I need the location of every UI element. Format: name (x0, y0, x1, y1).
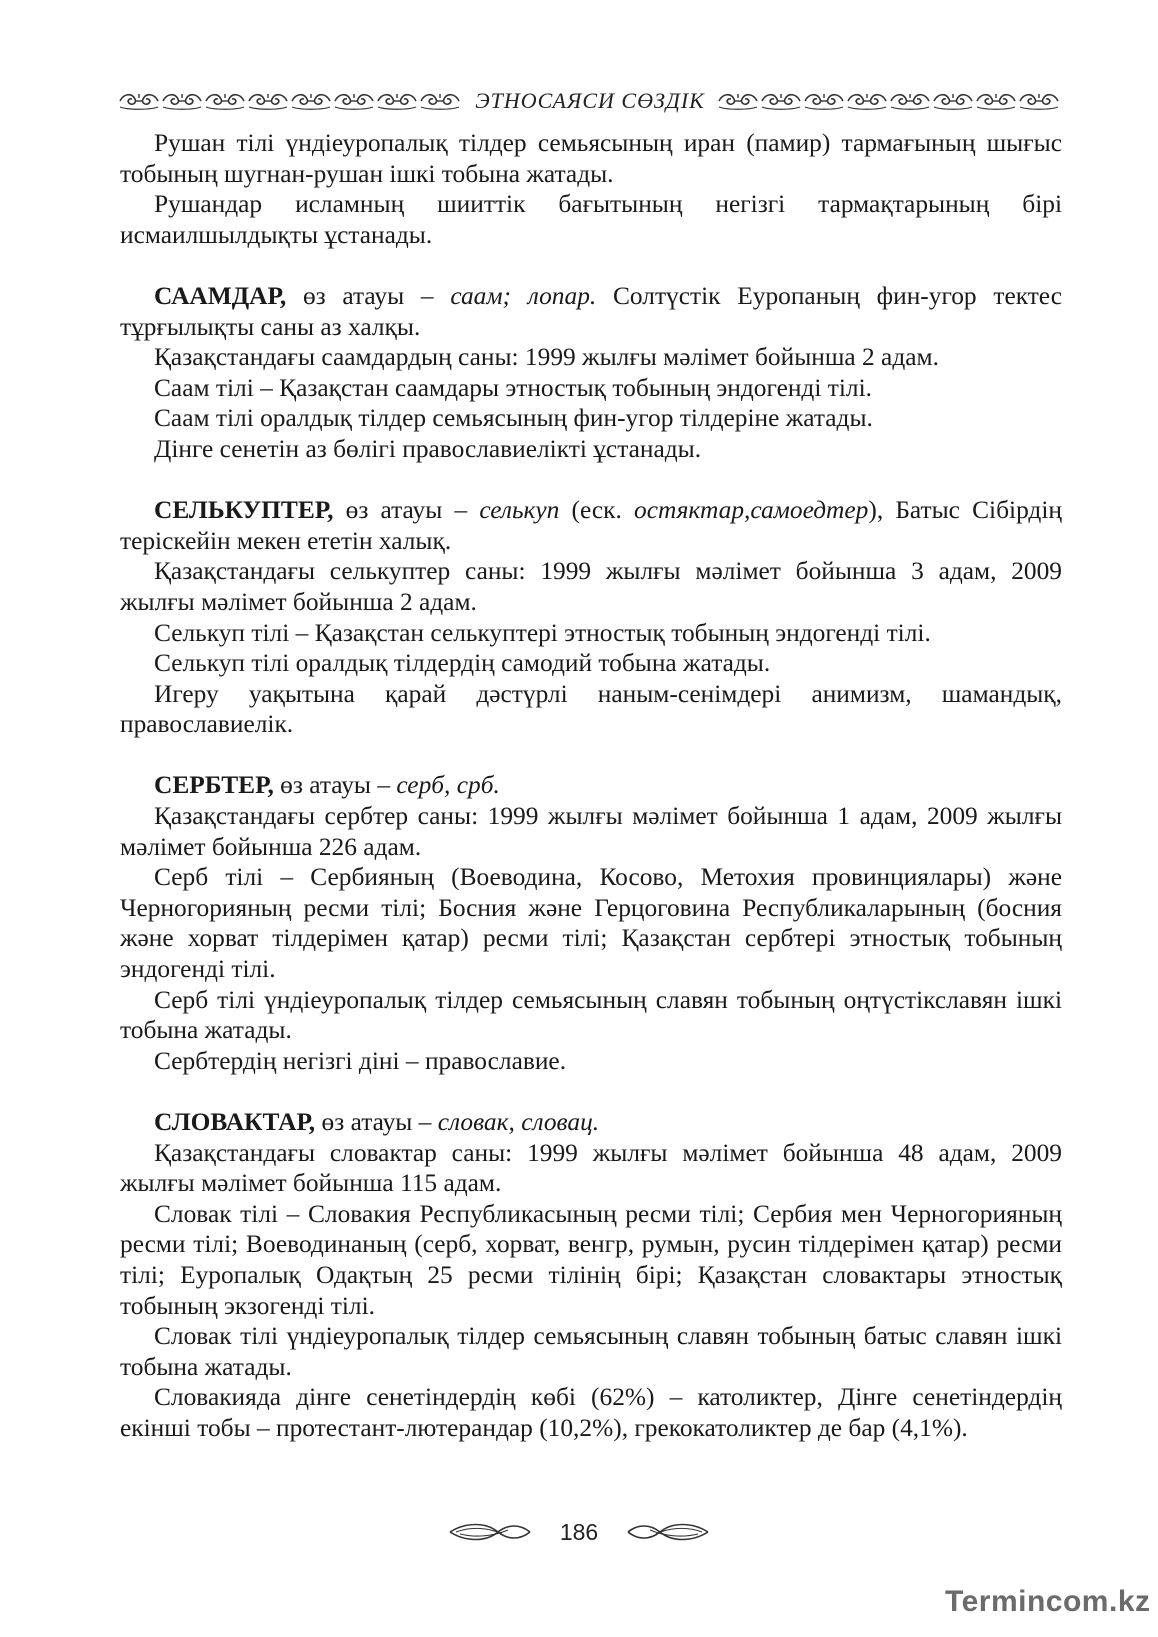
entry-paragraph: Словакияда дінге сенетіндердің көбі (62%) – католиктер, Дінге сенетіндердің екінші тобы – протестант-лютерандар (10,2%), грекокатоликтер де бар (4,1%). (120, 1383, 1062, 1442)
page-footer (0, 1512, 1158, 1552)
entry-self-name: саам; лопар. (450, 281, 597, 310)
entry-paragraph: Словак тілі – Словакия Республикасының ресми тілі; Сербия мен Черногорияның ресми тілі; Воеводинаның (серб, хорват, венгр, румын, русин тілдерімен қатар) ресми тілі; Еуропалық Одақтың 25 ресми тілінің бірі; Қазақстан словактары этностық тобының экзогенді тілі. (120, 1199, 1062, 1320)
entry-paragraph: Серб тілі үндіеуропалық тілдер семьясының славян тобының оңтүстікславян ішкі тобына жатады. (120, 985, 1062, 1045)
entry-self-name: серб, срб. (396, 771, 500, 800)
entry-paragraph: Қазақстандағы словактар саны: 1999 жылғы мәлімет бойынша 48 адам, 2009 жылғы мәлімет бойынша 115 адам. (120, 1138, 1062, 1198)
entry-paragraph: Селькуп тілі – Қазақстан селькуптері этностық тобының эндогенді тілі. (154, 618, 931, 647)
entry-paragraph: Қазақстандағы саамдардың саны: 1999 жылғы мәлімет бойынша 2 адам. (154, 343, 939, 372)
entry-heading (120, 495, 1062, 556)
entry-lead: өз атауы – (273, 771, 397, 800)
entry-heading (120, 281, 1062, 342)
entry-old-name: остяктар,самоедтер (634, 496, 869, 525)
entry-term: СЛОВАКТАР, (154, 1108, 316, 1136)
entry-lead-secondary: (еск. (559, 496, 635, 525)
entry-paragraph: Қазақстандағы селькуптер саны: 1999 жылғы мәлімет бойынша 3 адам, 2009 жылғы мәлімет бойынша 2 адам. (120, 557, 1062, 616)
entry-lead: өз атауы – (315, 1108, 438, 1136)
entry-self-name: селькуп (479, 496, 560, 525)
flourish-left-icon (446, 1520, 534, 1544)
intro-paragraph: Рушан тілі үндіеуропалық тілдер семьясының иран (памир) тармағының шығыс тобының шугнан-рушан ішкі тобына жатады. (120, 129, 1062, 188)
entry-lead: өз атауы – (333, 496, 480, 525)
ornament-right-icon (717, 90, 1062, 112)
entry-paragraph: Серб тілі – Сербияның (Воеводина, Косово, Метохия провинциялары) және Черногорияның ресми тілі; Босния және Герцоговина Республикаларының (босния және хорват тілдерімен қатар) ресми тілі; Қазақстан сербтері этностық тобының эндогенді тілі. (120, 863, 1062, 984)
header-title: ЭТНОСАЯСИ СӨЗДІК (475, 88, 705, 113)
entry-paragraph: Дінге сенетін аз бөлігі православиелікті ұстанады. (154, 434, 702, 463)
entry-heading (120, 1107, 1062, 1138)
entry-definition: ), Батыс Сібірдің теріскейін мекен ететін халық. (120, 496, 1062, 555)
entry-paragraph: Саам тілі – Қазақстан саамдары этностық тобының эндогенді тілі. (154, 373, 872, 402)
entry-paragraph: Селькуп тілі оралдық тілдердің самодий тобына жатады. (154, 649, 771, 678)
entry-paragraph: Словак тілі үндіеуропалық тілдер семьясының славян тобының батыс славян ішкі тобына жатады. (120, 1322, 1062, 1381)
entry-paragraph: Қазақстандағы сербтер саны: 1999 жылғы мәлімет бойынша 1 адам, 2009 жылғы мәлімет бойынша 226 адам. (120, 802, 1062, 861)
page-body (120, 128, 1062, 1444)
entry-term: СЕЛЬКУПТЕР, (154, 496, 334, 525)
entry-self-name: словак, словац. (437, 1108, 600, 1136)
entry-lead: өз атауы – (286, 281, 451, 310)
watermark: Termincom.kz (945, 1585, 1151, 1618)
entry-paragraph: Саам тілі оралдық тілдер семьясының фин-угор тілдеріне жатады. (154, 404, 873, 433)
entry-term: СЕРБТЕР, (154, 771, 274, 800)
entry-paragraph: Сербтердің негізгі діні – православие. (154, 1046, 567, 1075)
entry-definition: Солтүстік Еуропаның фин-угор тектес тұрғылықты саны аз халқы. (120, 281, 1062, 341)
page-number: 186 (559, 1518, 599, 1545)
entry-paragraph: Игеру уақытына қарай дәстүрлі наным-сенімдері анимизм, шамандық, православиелік. (120, 679, 1062, 739)
entry-heading (120, 770, 1062, 801)
intro-paragraph: Рушандар исламның шииттік бағытының негізгі тармақтарының бірі исмаилшылдықты ұстанады. (120, 190, 1062, 249)
entry-term: СААМДАР, (154, 281, 287, 310)
ornament-left-icon (118, 90, 463, 112)
running-header (118, 86, 1062, 116)
flourish-right-icon (624, 1520, 712, 1544)
